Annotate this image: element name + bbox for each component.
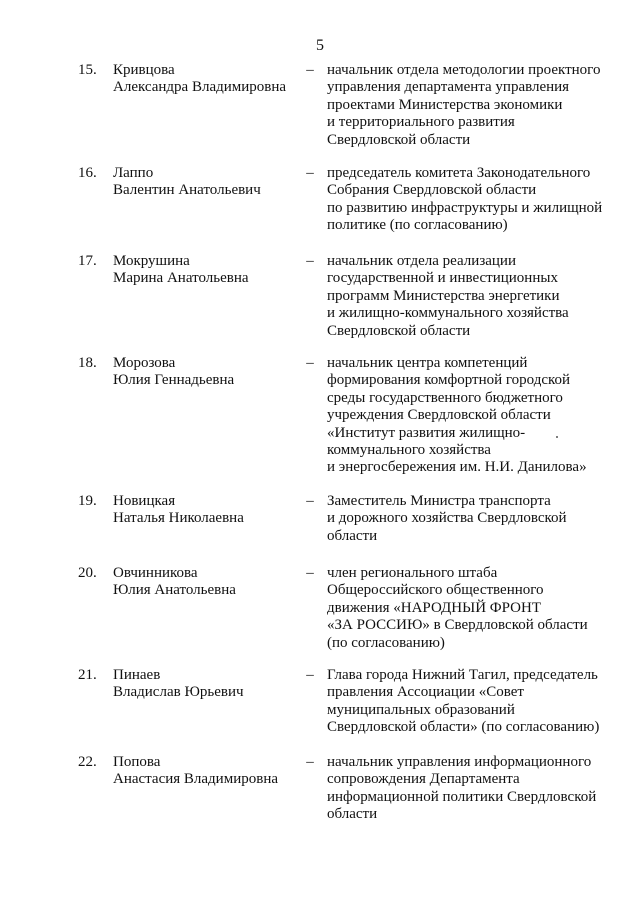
position-line: «ЗА РОССИЮ» в Свердловской области: [327, 617, 588, 634]
position-line: области: [327, 806, 378, 823]
dash-separator: –: [306, 754, 314, 770]
position-line: информационной политики Свердловской: [327, 788, 597, 805]
position-line: среды государственного бюджетного: [327, 389, 563, 406]
member-position: [327, 253, 612, 340]
member-surname: Новицкая: [113, 493, 176, 509]
dash-separator: –: [306, 355, 314, 371]
member-given-names: Наталья Николаевна: [113, 510, 244, 527]
position-line: политике (по согласованию): [327, 217, 508, 234]
member-surname: Попова: [113, 754, 161, 770]
member-given-names: Юлия Геннадьевна: [113, 372, 235, 389]
position-line: Заместитель Министра транспорта: [327, 493, 551, 509]
entry-number: 22.: [78, 754, 97, 770]
position-line: муниципальных образований: [327, 701, 515, 718]
position-line: управления департамента управления: [327, 79, 570, 96]
member-position: [327, 667, 612, 737]
member-name: [113, 565, 298, 600]
position-line: Свердловской области: [327, 322, 471, 339]
member-given-names: Александра Владимировна: [113, 79, 287, 96]
position-line: начальник отдела методологии проектного: [327, 62, 601, 78]
position-line: правления Ассоциации «Совет: [327, 684, 524, 701]
entry-number: 18.: [78, 355, 97, 371]
position-line: начальник центра компетенций: [327, 355, 528, 371]
position-line: Собрания Свердловской области: [327, 182, 537, 199]
member-given-names: Владислав Юрьевич: [113, 684, 244, 701]
entry-number: 17.: [78, 253, 97, 269]
member-given-names: Валентин Анатольевич: [113, 182, 261, 199]
entry-number: 16.: [78, 165, 97, 181]
member-position: [327, 565, 612, 652]
dash-separator: –: [306, 165, 314, 181]
position-line: и энергосбережения им. Н.И. Данилова»: [327, 459, 587, 476]
member-position: [327, 754, 612, 824]
position-line: председатель комитета Законодательного: [327, 165, 591, 181]
dash-separator: –: [306, 667, 314, 683]
member-position: [327, 355, 612, 477]
position-line: государственной и инвестиционных: [327, 270, 558, 287]
page-number: 5: [316, 37, 324, 54]
member-surname: Кривцова: [113, 62, 175, 78]
position-line: проектами Министерства экономики: [327, 96, 563, 113]
position-line: учреждения Свердловской области: [327, 407, 551, 424]
member-given-names: Анастасия Владимировна: [113, 771, 278, 788]
member-surname: Пинаев: [113, 667, 161, 683]
scan-speck: [556, 436, 558, 438]
position-line: (по согласованию): [327, 634, 445, 651]
member-name: [113, 62, 298, 97]
position-line: движения «НАРОДНЫЙ ФРОНТ: [327, 599, 541, 616]
entry-number: 15.: [78, 62, 97, 78]
position-line: начальник управления информационного: [327, 754, 592, 770]
position-line: формирования комфортной городской: [327, 372, 571, 389]
member-name: [113, 253, 298, 288]
position-line: член регионального штаба: [327, 565, 498, 581]
dash-separator: –: [306, 565, 314, 581]
member-given-names: Юлия Анатольевна: [113, 582, 236, 599]
member-given-names: Марина Анатольевна: [113, 270, 249, 287]
position-line: Свердловской области» (по согласованию): [327, 719, 600, 736]
member-name: [113, 667, 298, 702]
position-line: и дорожного хозяйства Свердловской: [327, 510, 567, 527]
member-position: [327, 493, 612, 545]
member-surname: Мокрушина: [113, 253, 190, 269]
member-name: [113, 493, 298, 528]
position-line: Свердловской области: [327, 131, 471, 148]
member-name: [113, 355, 298, 390]
member-surname: Морозова: [113, 355, 176, 371]
member-surname: Овчинникова: [113, 565, 198, 581]
member-position: [327, 165, 612, 235]
dash-separator: –: [306, 253, 314, 269]
member-name: [113, 754, 298, 789]
dash-separator: –: [306, 493, 314, 509]
position-line: и территориального развития: [327, 114, 515, 131]
position-line: области: [327, 527, 378, 544]
entry-number: 20.: [78, 565, 97, 581]
position-line: Глава города Нижний Тагил, председатель: [327, 667, 598, 683]
position-line: и жилищно-коммунального хозяйства: [327, 305, 569, 322]
position-line: Общероссийского общественного: [327, 582, 544, 599]
position-line: программ Министерства энергетики: [327, 287, 560, 304]
entry-number: 21.: [78, 667, 97, 683]
position-line: начальник отдела реализации: [327, 253, 516, 269]
dash-separator: –: [306, 62, 314, 78]
position-line: сопровождения Департамента: [327, 771, 520, 788]
member-surname: Лаппо: [113, 165, 154, 181]
position-line: «Институт развития жилищно-: [327, 424, 526, 441]
position-line: коммунального хозяйства: [327, 442, 491, 459]
position-line: по развитию инфраструктуры и жилищной: [327, 199, 603, 216]
member-name: [113, 165, 298, 200]
entry-number: 19.: [78, 493, 97, 509]
member-position: [327, 62, 612, 149]
